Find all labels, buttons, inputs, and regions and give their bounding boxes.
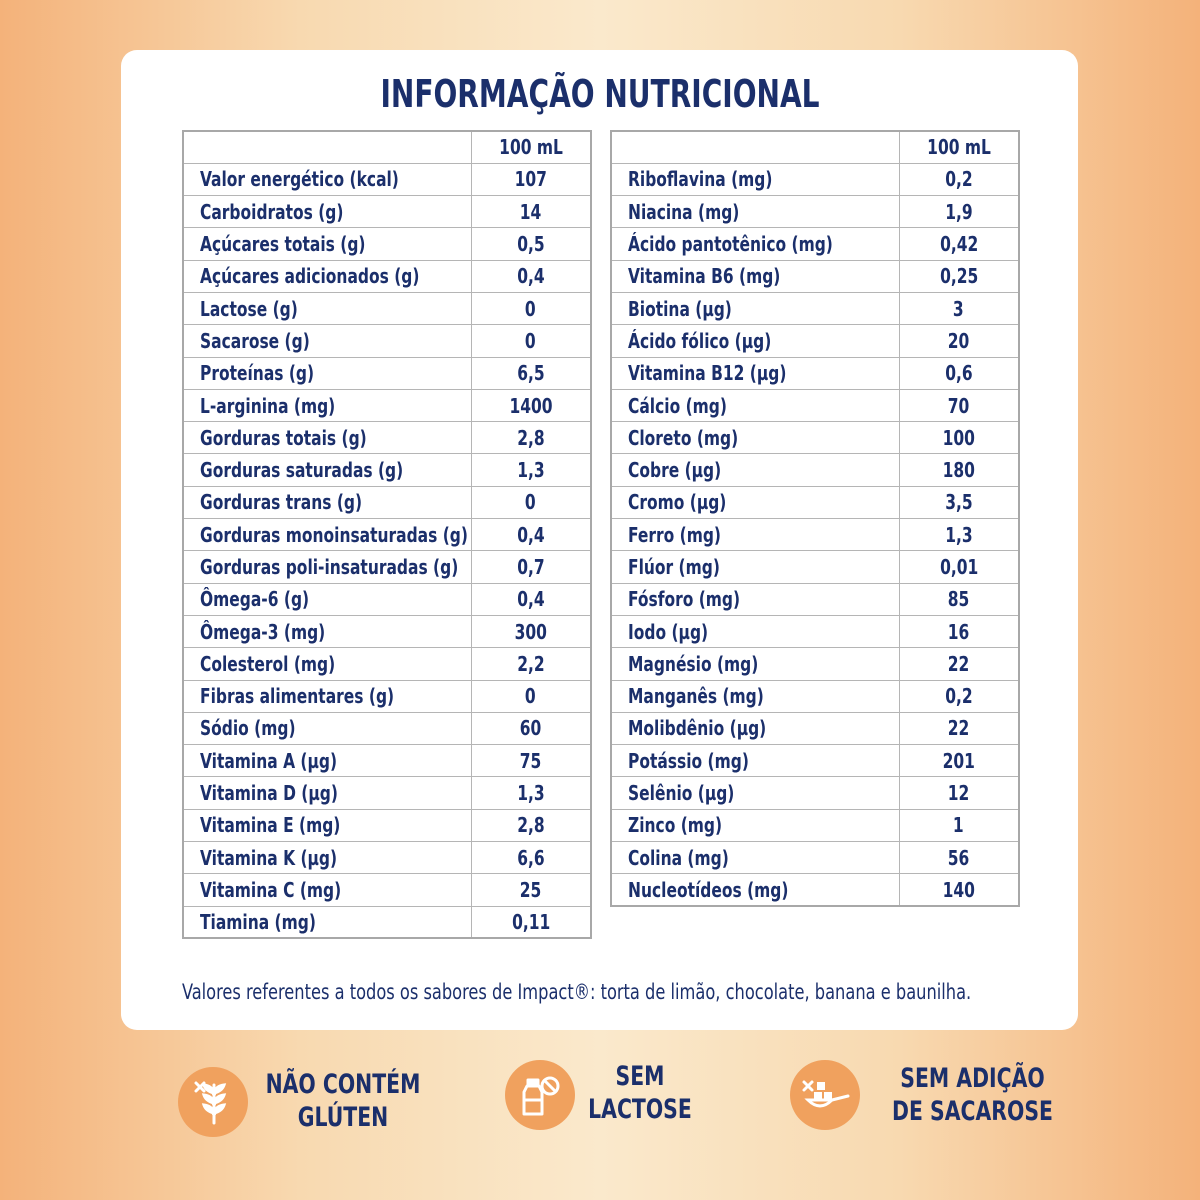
nutrient-value-cell [471, 745, 591, 777]
nutrient-value: 25 [519, 877, 542, 902]
table-row [611, 292, 1019, 324]
nutrient-name-cell [183, 292, 471, 324]
nutrient-name-cell [183, 874, 471, 906]
nutrient-name: Ferro (mg) [628, 522, 722, 547]
nutrient-name: Vitamina D (µg) [200, 781, 338, 806]
nutrient-value: 0,7 [517, 555, 545, 579]
nutrient-name-cell [183, 745, 471, 777]
column-header-text: 100 mL [498, 135, 563, 160]
wheat-crossed-icon [178, 1067, 248, 1137]
nutrient-name-cell [611, 745, 899, 777]
nutrient-name: Cálcio (mg) [628, 393, 727, 418]
nutrient-value-cell [899, 292, 1019, 324]
table-header-row [611, 131, 1019, 163]
nutrient-name-cell [183, 680, 471, 712]
nutrient-name-cell [611, 389, 899, 421]
nutrient-name: Açúcares adicionados (g) [200, 264, 420, 289]
nutrient-value: 6,5 [517, 361, 545, 386]
table-row [183, 551, 591, 583]
nutrient-value: 1,3 [517, 458, 545, 483]
nutrient-value: 0,25 [939, 264, 978, 289]
nutrient-value-cell [471, 680, 591, 712]
nutrient-value: 14 [519, 199, 542, 224]
nutrient-name-cell [611, 163, 899, 195]
nutrient-value-cell [899, 874, 1019, 906]
table-row [611, 551, 1019, 583]
table-row [611, 874, 1019, 906]
nutrient-name-cell [183, 196, 471, 228]
nutrient-name-cell [611, 486, 899, 518]
table-row [611, 454, 1019, 486]
nutrient-value: 0,5 [517, 232, 545, 257]
nutrient-name: Carboidratos (g) [200, 199, 344, 224]
nutrient-name: Molibdênio (µg) [628, 716, 767, 741]
nutrient-value-cell [471, 551, 591, 583]
table-row [183, 906, 591, 938]
nutrient-value: 85 [947, 587, 970, 612]
table-row [611, 745, 1019, 777]
page-title: INFORMAÇÃO NUTRICIONAL [380, 72, 820, 116]
nutrient-name-cell [611, 228, 899, 260]
nutrient-value-cell [471, 196, 591, 228]
nutrient-name: Ômega-6 (g) [200, 587, 310, 612]
nutrient-name-cell [611, 874, 899, 906]
table-row [611, 486, 1019, 518]
nutrient-name: Manganês (mg) [628, 684, 764, 709]
nutrient-name-cell [183, 551, 471, 583]
table-row [611, 842, 1019, 874]
table-row [183, 292, 591, 324]
table-row [183, 325, 591, 357]
table-row [611, 389, 1019, 421]
nutrient-name: Ácido fólico (µg) [628, 328, 772, 353]
nutrient-name-cell [611, 357, 899, 389]
nutrient-name-cell [183, 486, 471, 518]
nutrient-value: 0,2 [945, 684, 973, 709]
nutrient-name-cell [611, 551, 899, 583]
nutrient-value: 6,6 [517, 845, 545, 870]
nutrient-name: Vitamina E (mg) [200, 813, 341, 838]
nutrient-value-cell [471, 842, 591, 874]
nutrient-value: 16 [947, 619, 970, 644]
table-row [611, 712, 1019, 744]
table-row [611, 163, 1019, 195]
nutrient-value-cell [471, 325, 591, 357]
nutrient-value-cell [471, 228, 591, 260]
table-row [183, 680, 591, 712]
nutrient-value: 300 [514, 619, 547, 644]
nutrient-name-cell [611, 615, 899, 647]
nutrient-value-cell [899, 551, 1019, 583]
nutrient-value-cell [471, 357, 591, 389]
nutrient-name: Fibras alimentares (g) [200, 684, 395, 709]
nutrient-value: 180 [942, 458, 975, 483]
nutrient-name: Riboflavina (mg) [628, 167, 773, 192]
nutrient-name-cell [611, 583, 899, 615]
nutrient-value-cell [899, 842, 1019, 874]
nutrient-value-cell [471, 615, 591, 647]
table-row [183, 163, 591, 195]
table-row [611, 615, 1019, 647]
nutrient-name: Lactose (g) [200, 296, 298, 321]
nutrient-name-cell [183, 809, 471, 841]
nutrient-value: 3,5 [945, 490, 973, 515]
nutrient-value-cell [899, 809, 1019, 841]
nutrient-name-cell [183, 906, 471, 938]
nutrient-name: Flúor (mg) [628, 555, 720, 579]
badge-lactose-label [577, 1060, 703, 1126]
nutrient-name: Vitamina K (µg) [200, 845, 338, 870]
nutrient-name-cell [611, 842, 899, 874]
badge-gluten-line2: GLÚTEN [297, 1102, 389, 1133]
column-header [471, 131, 591, 163]
milk-bottle-crossed-icon [505, 1060, 575, 1130]
nutrient-value-cell [899, 648, 1019, 680]
table-row [183, 260, 591, 292]
nutrient-value: 0,42 [939, 232, 978, 257]
table-row [611, 519, 1019, 551]
table-row [611, 680, 1019, 712]
nutrient-value: 1,9 [945, 199, 973, 224]
nutrient-name-cell [183, 422, 471, 454]
table-row [611, 325, 1019, 357]
nutrient-value-cell [471, 777, 591, 809]
nutrient-name-cell [611, 422, 899, 454]
badge-lactose-line1: SEM [615, 1061, 665, 1092]
nutrient-value-cell [471, 486, 591, 518]
nutrient-name: Niacina (mg) [628, 199, 740, 224]
nutrient-name-cell [611, 196, 899, 228]
nutrient-name-cell [183, 228, 471, 260]
nutrient-name-cell [183, 583, 471, 615]
table-row [611, 260, 1019, 292]
nutrient-value-cell [471, 809, 591, 841]
table-row [183, 874, 591, 906]
nutrient-name-cell [611, 712, 899, 744]
nutrient-name-cell [183, 454, 471, 486]
nutrient-name-cell [183, 519, 471, 551]
table-row [183, 196, 591, 228]
nutrient-value: 3 [953, 296, 965, 321]
nutrient-value: 75 [519, 748, 542, 773]
nutrient-name: Colesterol (mg) [200, 651, 336, 676]
nutrient-value: 107 [514, 167, 547, 192]
nutrient-name: Vitamina C (mg) [200, 877, 342, 902]
nutrient-name-cell [183, 615, 471, 647]
nutrient-name-cell [611, 680, 899, 712]
badge-sacarose-line1: SEM ADIÇÃO [900, 1063, 1045, 1094]
nutrient-value: 1 [953, 813, 965, 838]
nutrient-name: Gorduras monoinsaturadas (g) [200, 522, 468, 547]
nutrition-table-right [610, 130, 1020, 907]
nutrient-name: Cromo (µg) [628, 490, 727, 515]
nutrient-value-cell [899, 325, 1019, 357]
nutrient-value-cell [899, 745, 1019, 777]
nutrient-value: 2,2 [517, 651, 545, 676]
nutrient-value-cell [471, 648, 591, 680]
nutrient-value: 20 [947, 328, 970, 353]
nutrient-value-cell [471, 454, 591, 486]
table-row [183, 486, 591, 518]
nutrient-value-cell [899, 163, 1019, 195]
badge-gluten-line1: NÃO CONTÉM [265, 1069, 421, 1100]
nutrient-value: 1,3 [517, 781, 545, 806]
nutrient-name: Zinco (mg) [628, 813, 723, 838]
nutrient-value: 201 [942, 748, 975, 773]
nutrient-name-cell [183, 163, 471, 195]
table-row [183, 422, 591, 454]
badge-sacarose-line2: DE SACAROSE [892, 1096, 1053, 1127]
nutrient-name: Gorduras saturadas (g) [200, 458, 404, 483]
header-empty-cell [183, 131, 471, 163]
nutrient-name: Gorduras totais (g) [200, 425, 367, 450]
nutrient-value: 12 [947, 781, 970, 806]
nutrient-value-cell [471, 389, 591, 421]
nutrient-value: 60 [519, 716, 542, 741]
table-row [611, 422, 1019, 454]
nutrient-name-cell [611, 519, 899, 551]
nutrient-name: Gorduras trans (g) [200, 490, 363, 515]
nutrient-value-cell [899, 615, 1019, 647]
nutrient-name-cell [611, 325, 899, 357]
nutrient-name-cell [183, 842, 471, 874]
footnote: Valores referentes a todos os sabores de Impact®: torta de limão, chocolate, banana e baunilha. [182, 980, 972, 1004]
nutrition-table-left-body [183, 131, 591, 938]
nutrient-value-cell [899, 486, 1019, 518]
nutrient-name: Vitamina B12 (µg) [628, 361, 787, 386]
nutrient-name: Nucleotídeos (mg) [628, 877, 789, 902]
nutrient-value-cell [471, 260, 591, 292]
nutrient-value: 0 [525, 296, 537, 321]
nutrient-value-cell [899, 777, 1019, 809]
nutrient-value: 0 [525, 684, 537, 709]
nutrient-value: 0,4 [517, 264, 545, 289]
nutrient-value: 0,4 [517, 522, 545, 547]
nutrient-name: L-arginina (mg) [200, 393, 336, 418]
nutrient-name: Potássio (mg) [628, 748, 749, 773]
badge-lactose-line2: LACTOSE [588, 1094, 692, 1125]
table-header-row [183, 131, 591, 163]
nutrient-name: Biotina (µg) [628, 296, 732, 321]
table-row [611, 228, 1019, 260]
nutrient-name-cell [183, 777, 471, 809]
table-row [183, 519, 591, 551]
table-row [183, 648, 591, 680]
nutrition-table-right-body [611, 131, 1019, 906]
table-row [183, 809, 591, 841]
nutrient-name-cell [183, 712, 471, 744]
nutrient-value-cell [899, 228, 1019, 260]
nutrient-value: 0 [525, 328, 537, 353]
nutrient-name-cell [611, 809, 899, 841]
nutrient-value: 2,8 [517, 813, 545, 838]
nutrient-name: Vitamina B6 (mg) [628, 264, 781, 289]
nutrient-value-cell [899, 357, 1019, 389]
nutrient-value: 0,01 [939, 555, 978, 579]
nutrient-value: 1,3 [945, 522, 973, 547]
sugar-spoon-crossed-icon [790, 1060, 860, 1130]
nutrient-name: Cloreto (mg) [628, 425, 739, 450]
nutrient-value: 1400 [509, 393, 553, 418]
nutrient-value: 0,2 [945, 167, 973, 192]
nutrient-name-cell [611, 292, 899, 324]
nutrient-value: 22 [947, 651, 970, 676]
nutrient-name: Fósforo (mg) [628, 587, 741, 612]
column-header [899, 131, 1019, 163]
table-row [183, 583, 591, 615]
nutrient-name: Açúcares totais (g) [200, 232, 366, 257]
column-header-text: 100 mL [926, 135, 991, 160]
nutrient-name-cell [183, 389, 471, 421]
nutrient-value: 2,8 [517, 425, 545, 450]
nutrient-value-cell [471, 422, 591, 454]
nutrient-name-cell [611, 454, 899, 486]
nutrient-name: Sacarose (g) [200, 328, 310, 353]
nutrient-name-cell [611, 260, 899, 292]
nutrient-value-cell [899, 680, 1019, 712]
nutrient-name-cell [183, 325, 471, 357]
nutrient-value-cell [899, 583, 1019, 615]
nutrient-name-cell [183, 260, 471, 292]
nutrient-name-cell [183, 648, 471, 680]
nutrient-value: 22 [947, 716, 970, 741]
nutrient-name: Iodo (µg) [628, 619, 709, 644]
nutrient-value: 140 [942, 877, 975, 902]
badge-sacarose-label [878, 1062, 1067, 1128]
table-row [183, 777, 591, 809]
nutrient-value: 100 [942, 425, 975, 450]
nutrient-value-cell [471, 906, 591, 938]
table-row [611, 583, 1019, 615]
nutrient-value-cell [899, 422, 1019, 454]
nutrient-name: Magnésio (mg) [628, 651, 759, 676]
nutrient-name: Cobre (µg) [628, 458, 722, 483]
nutrient-name: Vitamina A (µg) [200, 748, 338, 773]
nutrient-value: 0,11 [511, 910, 550, 935]
table-row [183, 389, 591, 421]
nutrient-value-cell [471, 583, 591, 615]
nutrient-value: 70 [947, 393, 970, 418]
table-row [183, 228, 591, 260]
badge-gluten-label [263, 1068, 423, 1134]
nutrient-name: Colina (mg) [628, 845, 729, 870]
header-empty-cell [611, 131, 899, 163]
table-row [611, 357, 1019, 389]
nutrient-value-cell [471, 163, 591, 195]
table-row [611, 809, 1019, 841]
nutrient-name: Ômega-3 (mg) [200, 619, 326, 644]
nutrient-name: Sódio (mg) [200, 716, 296, 741]
nutrient-value: 0,4 [517, 587, 545, 612]
nutrient-name: Valor energético (kcal) [200, 167, 399, 192]
nutrient-value-cell [899, 519, 1019, 551]
table-row [183, 712, 591, 744]
nutrient-name: Tiamina (mg) [200, 910, 316, 935]
nutrient-name: Selênio (µg) [628, 781, 735, 806]
nutrient-value: 56 [947, 845, 970, 870]
table-row [183, 357, 591, 389]
nutrient-value-cell [899, 389, 1019, 421]
table-row [183, 454, 591, 486]
nutrient-value: 0,6 [945, 361, 973, 386]
table-row [183, 615, 591, 647]
nutrient-name-cell [611, 648, 899, 680]
table-row [611, 648, 1019, 680]
nutrient-value-cell [471, 874, 591, 906]
nutrient-name: Proteínas (g) [200, 361, 315, 386]
nutrient-name-cell [183, 357, 471, 389]
table-row [611, 777, 1019, 809]
nutrient-value-cell [899, 712, 1019, 744]
nutrient-value-cell [899, 454, 1019, 486]
nutrition-table-left [182, 130, 592, 939]
nutrient-value: 0 [525, 490, 537, 515]
nutrient-value-cell [471, 292, 591, 324]
table-row [611, 196, 1019, 228]
nutrient-value-cell [899, 196, 1019, 228]
nutrient-name-cell [611, 777, 899, 809]
nutrient-name: Ácido pantotênico (mg) [628, 232, 833, 257]
nutrient-value-cell [471, 519, 591, 551]
nutrient-value-cell [471, 712, 591, 744]
nutrient-name: Gorduras poli-insaturadas (g) [200, 555, 459, 579]
nutrient-value-cell [899, 260, 1019, 292]
table-row [183, 842, 591, 874]
table-row [183, 745, 591, 777]
